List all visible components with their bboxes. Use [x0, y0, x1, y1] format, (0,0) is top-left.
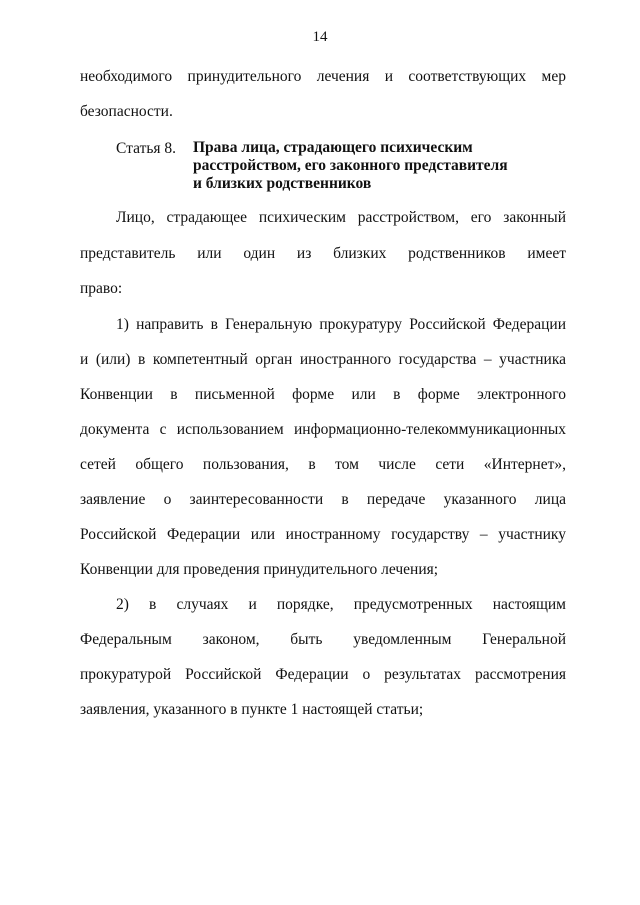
item-1-line: Конвенции для проведения принудительного лечения;: [80, 561, 439, 578]
item-2-line: 2) в случаях и порядке, предусмотренных настоящим: [116, 596, 566, 613]
item-1-line: 1) направить в Генеральную прокуратуру Российской Федерации: [116, 316, 566, 333]
article-title: [193, 139, 523, 193]
item-2-line: Федеральным законом, быть уведомленным Генеральной: [80, 631, 566, 648]
item-2-line: прокуратурой Российской Федерации о результатах рассмотрения: [80, 666, 566, 683]
page-number: 14: [312, 29, 328, 45]
item-1-line: заявление о заинтересованности в передаче указанного лица: [80, 491, 566, 508]
item-1-line: Конвенции в письменной форме или в форме электронного: [80, 386, 566, 403]
article-title-line: расстройством, его законного представителя: [193, 157, 508, 174]
paragraph-line: Лицо, страдающее психическим расстройством, его законный: [116, 209, 566, 226]
item-1-line: Российской Федерации или иностранному государству – участнику: [80, 526, 566, 543]
article-title-line: Права лица, страдающего психическим: [193, 139, 473, 156]
item-1-line: и (или) в компетентный орган иностранного государства – участника: [80, 351, 566, 368]
intro-line: безопасности.: [80, 103, 173, 120]
intro-line: необходимого принудительного лечения и соответствующих мер: [80, 68, 566, 85]
paragraph-line: представитель или один из близких родственников имеет: [80, 245, 566, 262]
item-2-line: заявления, указанного в пункте 1 настоящей статьи;: [80, 701, 424, 718]
article-number: Статья 8.: [116, 140, 177, 157]
paragraph-line: право:: [80, 280, 123, 297]
item-1-line: сетей общего пользования, в том числе сети «Интернет»,: [80, 456, 566, 473]
article-title-line: и близких родственников: [193, 175, 372, 192]
item-1-line: документа с использованием информационно-телекоммуникационных: [80, 421, 566, 438]
